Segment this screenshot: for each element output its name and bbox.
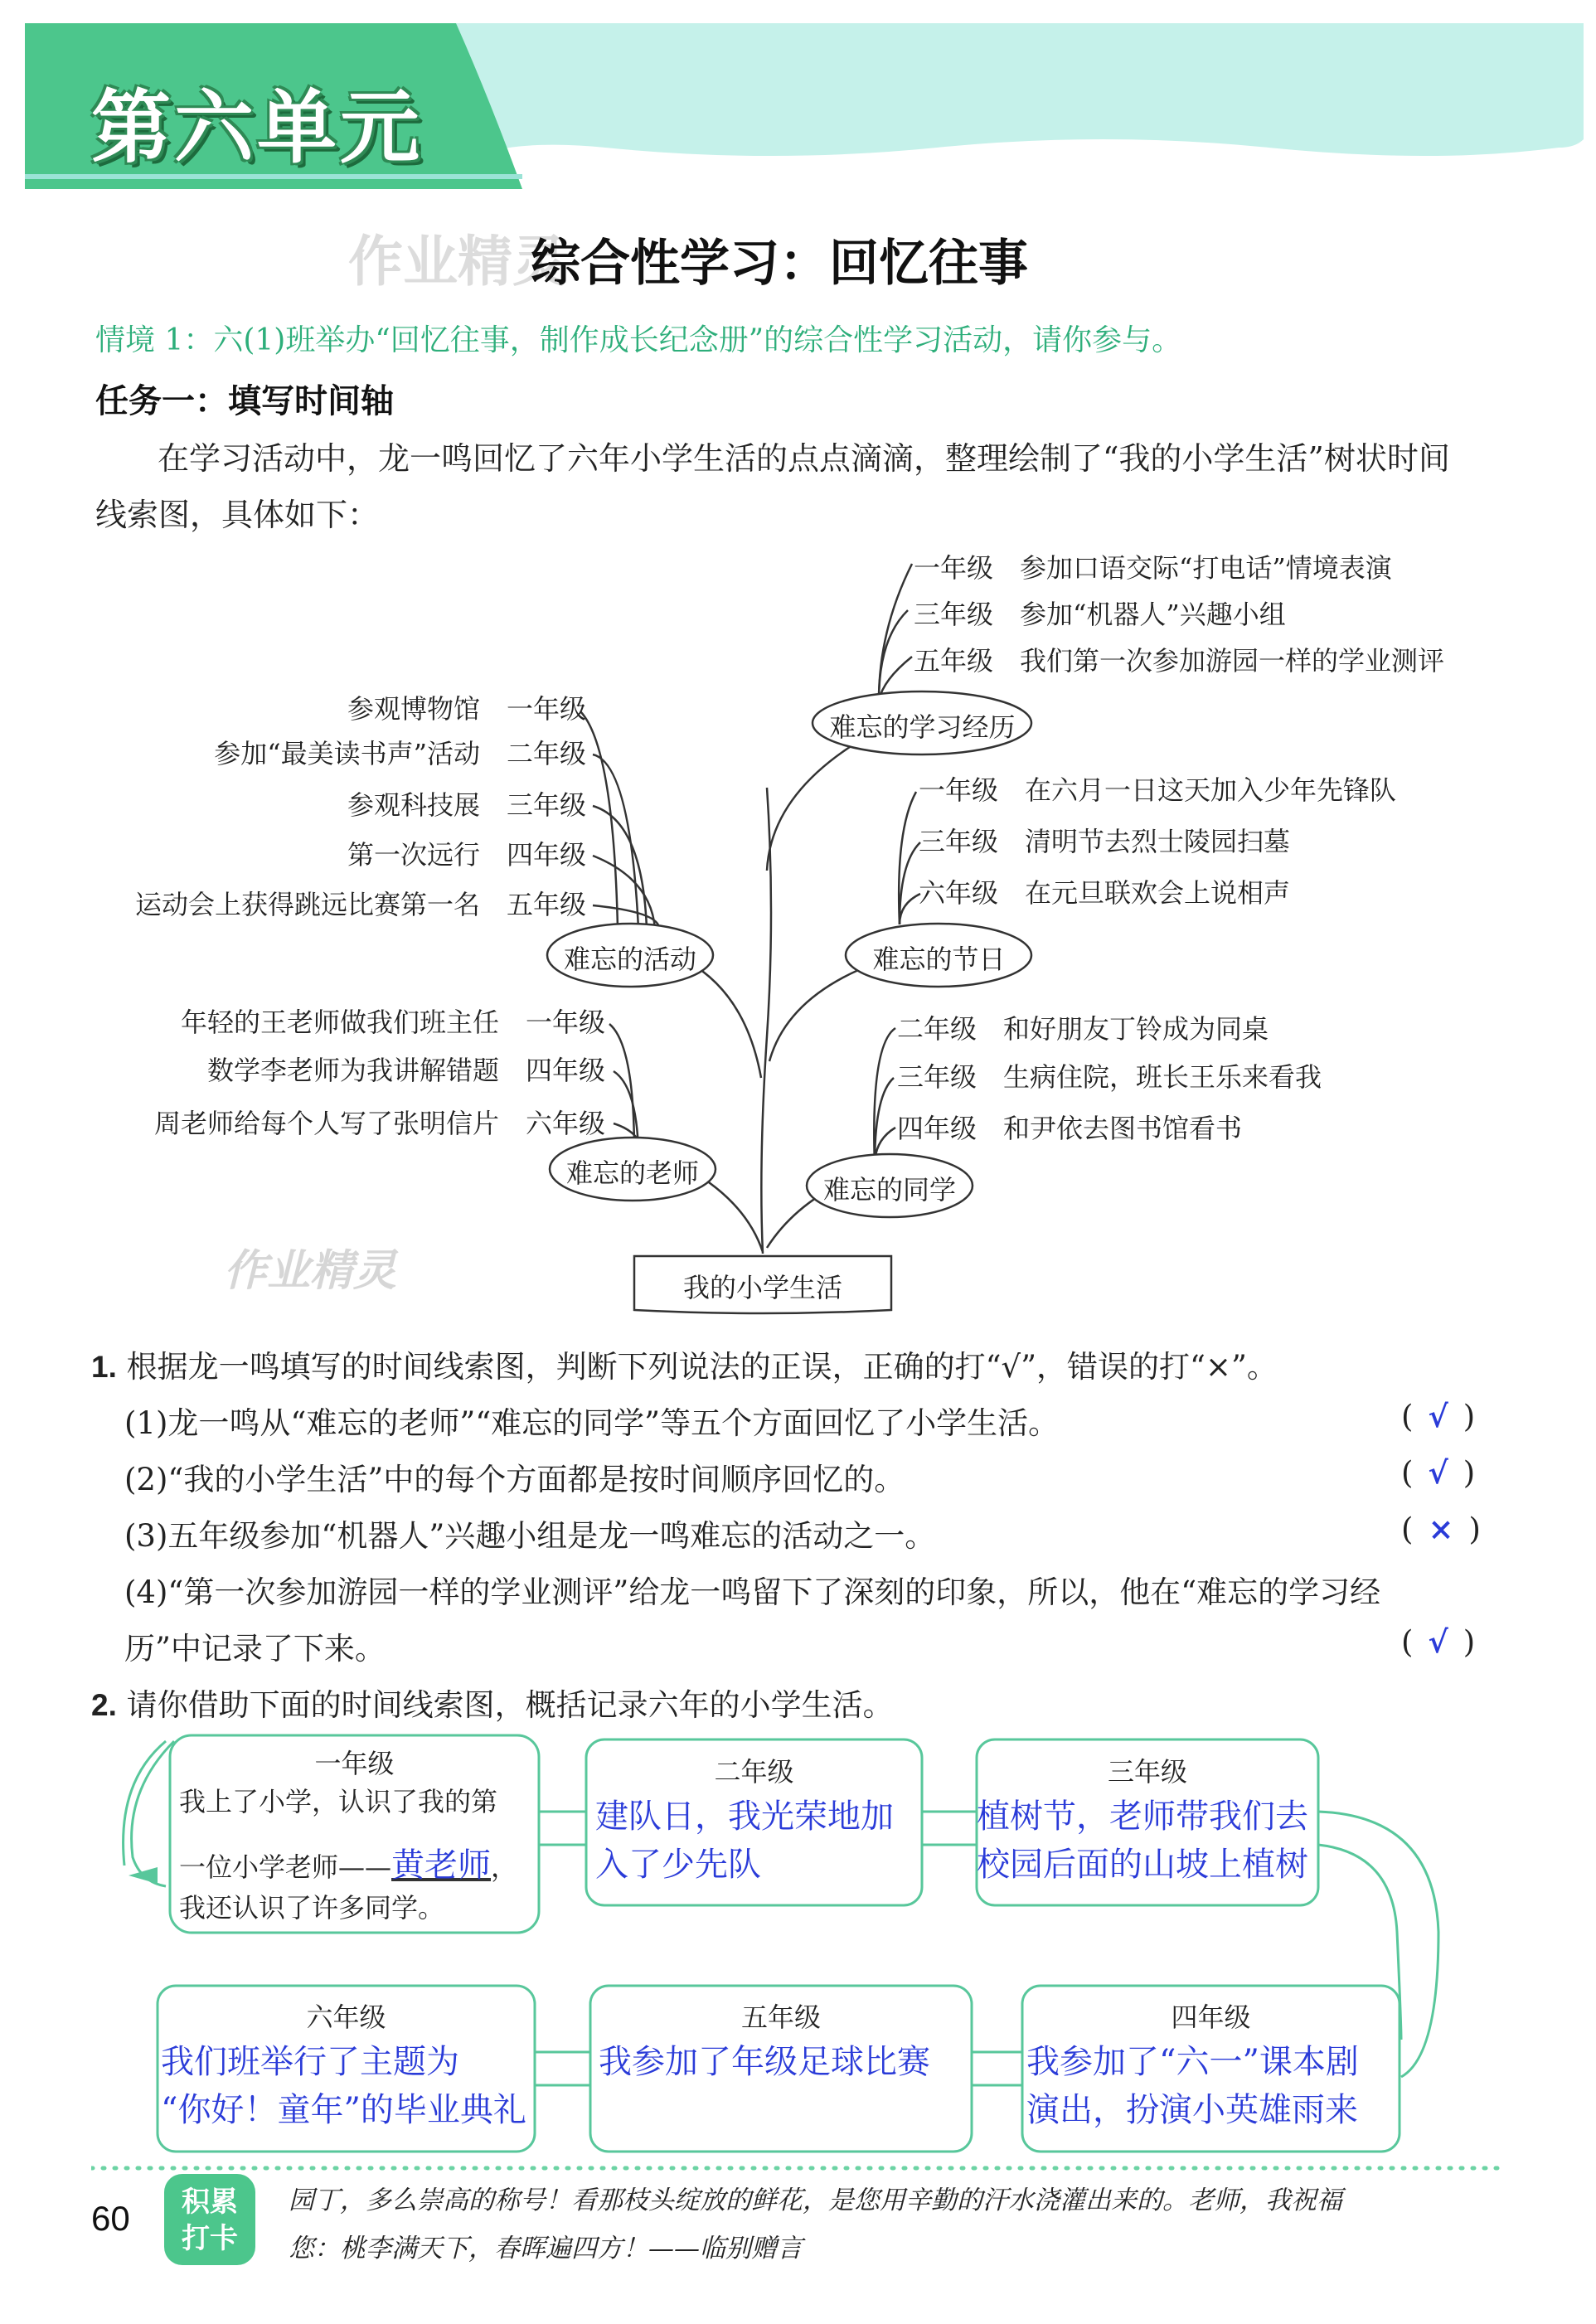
study-item: 一年级 参加口语交际“打电话”情境表演 <box>914 552 1392 584</box>
badge-line-1: 积累 <box>182 2186 238 2219</box>
classmate-item: 四年级 和尹依去图书馆看书 <box>897 1113 1243 1144</box>
answer-3: × <box>1428 1511 1454 1547</box>
intro-line-2: 线索图，具体如下： <box>95 497 380 533</box>
timeline-grade-2-answer-line2: 入了少先队 <box>595 1846 761 1884</box>
unit-title: 第六单元 <box>91 81 423 174</box>
timeline-grade-4-answer-line2: 演出，扮演小英雄雨来 <box>1026 2091 1358 2129</box>
question-2-text: 请你借助下面的时间线索图，概括记录六年的小学生活。 <box>126 1687 894 1723</box>
branch-classmate: 难忘的同学 <box>822 1174 956 1206</box>
festival-item: 三年级 清明节去烈士陵园扫墓 <box>919 826 1291 857</box>
question-2-number: 2. <box>91 1688 117 1722</box>
teacher-item: 数学李老师为我讲解错题 四年级 <box>206 1055 605 1086</box>
teacher-item: 周老师给每个人写了张明信片 六年级 <box>153 1108 605 1139</box>
timeline-grade-1-line1: 我上了小学，认识了我的第 <box>179 1786 498 1817</box>
page-title: 综合性学习：回忆往事 <box>531 235 1028 293</box>
question-1-text: 根据龙一鸣填写的时间线索图，判断下列说法的正误，正确的打“√”，错误的打“×”。 <box>126 1349 1278 1385</box>
judgement-item-3: (3)五年级参加“机器人”兴趣小组是龙一鸣难忘的活动之一。 <box>124 1518 936 1554</box>
timeline-grade-4-answer-line1: 我参加了“六一”课本剧 <box>1026 2043 1359 2081</box>
scenario-text: 情境 1：六(1)班举办“回忆往事，制作成长纪念册”的综合性学习活动，请你参与。 <box>95 323 1182 357</box>
timeline-grade-1-line2 <box>179 1839 517 1886</box>
activity-item: 运动会上获得跳远比赛第一名 五年级 <box>134 889 586 920</box>
timeline-grade-1-label: 一年级 <box>314 1748 395 1779</box>
judgement-item-1: (1)龙一鸣从“难忘的老师”“难忘的同学”等五个方面回忆了小学生活。 <box>124 1405 1060 1441</box>
classmate-item: 二年级 和好朋友丁铃成为同桌 <box>897 1013 1269 1045</box>
task-title: 任务一：填写时间轴 <box>95 382 394 420</box>
timeline-grade-3-answer-line1: 植树节，老师带我们去 <box>977 1798 1308 1836</box>
branch-activity: 难忘的活动 <box>563 944 696 975</box>
answer-slot-2: ( √ ) <box>1401 1454 1476 1491</box>
timeline-grade-6-answer-line2: “你好！童年”的毕业典礼 <box>161 2091 526 2129</box>
answer-4: √ <box>1428 1623 1448 1660</box>
study-item: 五年级 我们第一次参加游园一样的学业测评 <box>914 645 1445 677</box>
teacher-item: 年轻的王老师做我们班主任 一年级 <box>180 1007 605 1038</box>
activity-item: 参观科技展 三年级 <box>347 789 586 821</box>
footer-divider <box>91 2166 1501 2171</box>
study-item: 三年级 参加“机器人”兴趣小组 <box>914 599 1286 630</box>
answer-1: √ <box>1428 1398 1448 1434</box>
timeline-grade-6-label: 六年级 <box>306 2001 386 2033</box>
answer-slot-4: ( √ ) <box>1401 1623 1476 1660</box>
quote-line-2: 您：桃李满天下，春晖遍四方！——临别赠言 <box>289 2234 803 2263</box>
timeline-grade-1-line2-suffix: ， <box>491 1851 518 1883</box>
answer-slot-3: ( × ) <box>1401 1511 1481 1547</box>
timeline-grade-2-label: 二年级 <box>714 1756 794 1788</box>
timeline-grade-1-line2-prefix: 一位小学老师—— <box>179 1851 392 1883</box>
accumulate-badge <box>164 2174 255 2265</box>
classmate-item: 三年级 生病住院，班长王乐来看我 <box>897 1061 1322 1093</box>
timeline-grade-3-answer-line2: 校园后面的山坡上植树 <box>977 1846 1308 1884</box>
intro-line-1: 在学习活动中，龙一鸣回忆了六年小学生活的点点滴滴，整理绘制了“我的小学生活”树状时间 <box>158 440 1450 477</box>
quote-line-1: 园丁，多么崇高的称号！看那枝头绽放的鲜花，是您用辛勤的汗水浇灌出来的。老师，我祝福 <box>289 2186 1342 2215</box>
answer-slot-1: ( √ ) <box>1401 1398 1476 1434</box>
question-1-number: 1. <box>91 1350 117 1384</box>
timeline-grade-5-label: 五年级 <box>740 2001 821 2033</box>
activity-item: 第一次远行 四年级 <box>347 839 586 871</box>
timeline-grade-1-line3: 我还认识了许多同学。 <box>179 1892 445 1924</box>
activity-item: 参加“最美读书声”活动 二年级 <box>214 738 586 769</box>
badge-line-2: 打卡 <box>182 2222 238 2255</box>
judgement-item-4-cont: 历”中记录了下来。 <box>124 1631 386 1667</box>
timeline-grade-2-answer-line1: 建队日，我光荣地加 <box>595 1798 894 1836</box>
judgement-item-2: (2)“我的小学生活”中的每个方面都是按时间顺序回忆的。 <box>124 1462 905 1497</box>
timeline-grade-5-answer-line1: 我参加了年级足球比赛 <box>599 2043 930 2081</box>
timeline-grade-3-label: 三年级 <box>1107 1756 1187 1788</box>
judgement-item-4: (4)“第一次参加游园一样的学业测评”给龙一鸣留下了深刻的印象，所以，他在“难忘的学习经 <box>124 1574 1381 1610</box>
branch-study: 难忘的学习经历 <box>829 711 1016 743</box>
festival-item: 六年级 在元旦联欢会上说相声 <box>919 877 1291 909</box>
watermark-top: 作业精灵 <box>348 230 567 294</box>
page-number: 60 <box>91 2199 130 2238</box>
timeline-grade-4-label: 四年级 <box>1171 2001 1251 2033</box>
tree-root: 我的小学生活 <box>682 1272 842 1303</box>
activity-item: 参观博物馆 一年级 <box>347 693 586 725</box>
branch-teacher: 难忘的老师 <box>565 1157 699 1189</box>
branch-festival: 难忘的节日 <box>872 944 1006 975</box>
festival-item: 一年级 在六月一日这天加入少年先锋队 <box>919 774 1397 806</box>
timeline-grade-6-answer-line1: 我们班举行了主题为 <box>161 2043 459 2081</box>
watermark-mid: 作业精灵 <box>224 1246 397 1296</box>
timeline-grade-1-answer: 黄老师 <box>391 1846 492 1885</box>
answer-2: √ <box>1428 1454 1448 1491</box>
